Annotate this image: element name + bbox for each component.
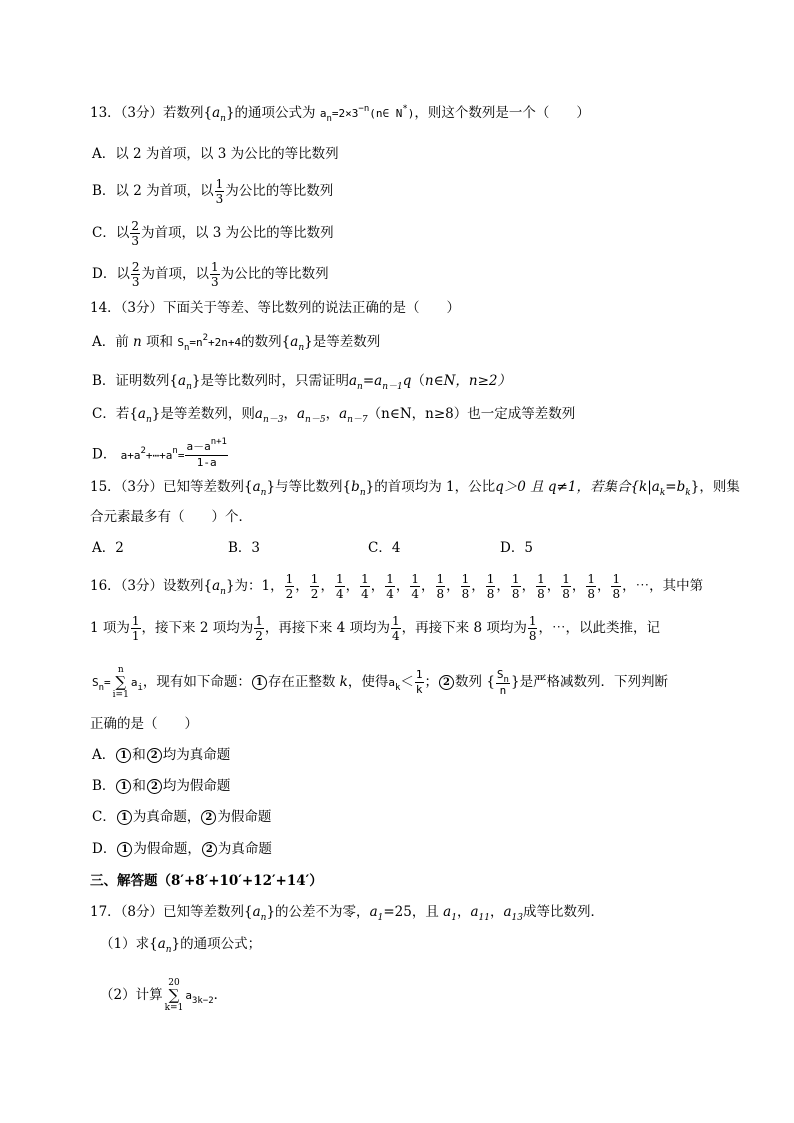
q15-option-a: A．2 bbox=[92, 540, 124, 556]
fraction: $\frac{2}{3}$ bbox=[131, 260, 140, 289]
q15-stem-line2: 合元素最多有（ ）个． bbox=[90, 509, 252, 525]
q17-stem: 17．（8分）已知等差数列$\{a_n\}$的公差不为零，$a_1=25$，且 $a_1$，$a_{11}$，$a_{13}$成等比数列． bbox=[90, 904, 604, 923]
fraction: $\frac{1}{k}$ bbox=[415, 668, 423, 696]
section-heading: 三、解答题（8′+8′+10′+12′+14′） bbox=[90, 873, 323, 889]
sequence-term-fraction: $\frac{1}{4}$ bbox=[335, 572, 344, 601]
q17-part2: （2）计算20 ∑ $k=1a_{3k-2}$． bbox=[100, 978, 228, 1013]
sigma-sum: n ∑ i=1 bbox=[112, 665, 129, 700]
fraction: $\frac{S_n}{n}$ bbox=[496, 667, 509, 697]
sequence-term-fraction: $\frac{1}{4}$ bbox=[386, 572, 394, 601]
q14-stem: 14．（3分）下面关于等差、等比数列的说法正确的是（ ） bbox=[90, 300, 461, 316]
q15-option-b: B．3 bbox=[228, 540, 261, 556]
sequence-term-fraction: $\frac{1}{8}$ bbox=[537, 572, 545, 601]
q16-option-b: B． 1 和 2 均为假命题 bbox=[92, 778, 231, 794]
q16-option-d: D． 1 为假命题， 2 为真命题 bbox=[92, 841, 272, 857]
q16-line3: $S_n=n$ ∑ $i=1a_i$，现有如下命题： 1 存在正整数 k，使得$a_k<$ $\frac{1}{k}$ ； 2 数列 { $\frac{S_n}{n}$ }是严格减数列．下列判断 bbox=[92, 665, 669, 700]
sequence-term-fraction: $\frac{1}{2}$ bbox=[285, 572, 294, 601]
q14-option-b: B．证明数列$\{a_n\}$是等比数列时，只需证明$a_n=a_{n-1}q(n\in N$，n≥2） bbox=[92, 373, 511, 392]
sequence-term-fraction: $\frac{1}{8}$ bbox=[587, 572, 595, 601]
q15-stem: 15．（3分）已知等差数列$\{a_n\}$与等比数列$\{b_n\}$的首项均为 1，公比q＞0 且 q≠1，若集合$\{k|a_k=b_k\}$，则集 bbox=[90, 479, 740, 498]
fraction: $\frac{1}{2}$ bbox=[255, 614, 263, 643]
q16-stem: 16．（3分）设数列$\{a_n\}$为：1， $\frac{1}{2}$ ， $\frac{1}{2}$ ， $\frac{1}{4}$ ， $\frac{1}{4}$ ， $\frac{1}{4}$ ， $\frac{1}{4}$ ， $\frac{1}{8}$ ， $\frac{1}{8}$ ， $\frac{1}{8}$ ， $\frac{1}{8}$ ， $\frac{1}{8}$ ， $\frac{1}{8}$ ， $\frac{1}{8}$ ， $\frac{1}{8}$ ，⋯，其中第 bbox=[90, 572, 704, 601]
sequence-term-fraction: $\frac{1}{8}$ bbox=[436, 572, 445, 601]
fraction: $\frac{1}{8}$ bbox=[528, 614, 537, 643]
q16-option-c: C． 1 为真命题， 2 为假命题 bbox=[92, 809, 272, 825]
fraction: $\frac{a-a^{n+1}}{1-a}$ bbox=[186, 437, 227, 469]
fraction: $\frac{2}{3}$ bbox=[131, 219, 139, 248]
q13-option-d: D．以 $\frac{2}{3}$ 为首项，以 $\frac{1}{3}$ 为公比的等比数列 bbox=[92, 260, 329, 289]
circled-number: 1 bbox=[252, 675, 267, 690]
q15-option-c: C．4 bbox=[368, 540, 401, 556]
fraction: $\frac{1}{3}$ bbox=[215, 177, 224, 206]
sequence-term-fraction: $\frac{1}{8}$ bbox=[511, 572, 520, 601]
q15-option-d: D．5 bbox=[500, 540, 533, 556]
q13-option-a: A．以 2 为首项，以 3 为公比的等比数列 bbox=[92, 146, 339, 162]
q14-option-a: A．前 n 项和 $S_n=n^2+2n+4$的数列$\{a_n\}$是等差数列 bbox=[92, 333, 381, 353]
q16-option-a: A． 1 和 2 均为真命题 bbox=[92, 747, 231, 763]
fraction: $\frac{1}{4}$ bbox=[392, 614, 400, 643]
q17-part1: （1）求$\{a_n\}$的通项公式； bbox=[100, 936, 262, 955]
sequence-term-fraction: $\frac{1}{8}$ bbox=[486, 572, 495, 601]
q16-line4: 正确的是（ ） bbox=[90, 716, 198, 732]
fraction: $\frac{1}{3}$ bbox=[210, 260, 219, 289]
sequence-term-fraction: $\frac{1}{8}$ bbox=[461, 572, 470, 601]
q14-option-c: C．若$\{a_n\}$是等差数列，则$a_{n-3}$，$a_{n-5}$，$a_{n-7}(n\in N$，n≥8）也一定成等差数列 bbox=[92, 406, 576, 425]
q13-stem: 13．（3分）若数列$\{a_n\}$的通项公式为 $a_n=2\times 3^{-n}(n\in$ N*)，则这个数列是一个（ ） bbox=[90, 104, 590, 124]
sequence-term-fraction: $\frac{1}{2}$ bbox=[310, 572, 319, 601]
fraction: $\frac{1}{1}$ bbox=[131, 614, 140, 643]
sigma-sum: 20 ∑ k=1 bbox=[164, 978, 184, 1013]
sequence-term-fraction: $\frac{1}{8}$ bbox=[562, 572, 570, 601]
circled-number: 2 bbox=[439, 675, 454, 690]
sequence-fractions: $\frac{1}{2}$ ， $\frac{1}{2}$ ， $\frac{1}{4}$ ， $\frac{1}{4}$ ， $\frac{1}{4}$ ， $\frac{1}{4}$ ， $\frac{1}{8}$ ， $\frac{1}{8}$ ， $\frac{1}{8}$ ， $\frac{1}{8}$ ， $\frac{1}{8}$ ， $\frac{1}{8}$ ， $\frac{1}{8}$ ， $\frac{1}{8}$ bbox=[285, 572, 621, 601]
q13-option-c: C．以 $\frac{2}{3}$ 为首项，以 3 为公比的等比数列 bbox=[92, 219, 334, 248]
sequence-term-fraction: $\frac{1}{4}$ bbox=[361, 572, 369, 601]
q13-option-b: B．以 2 为首项，以 $\frac{1}{3}$ 为公比的等比数列 bbox=[92, 177, 334, 206]
sequence-term-fraction: $\frac{1}{4}$ bbox=[411, 572, 419, 601]
q16-line2: 1 项为 $\frac{1}{1}$ ，接下来 2 项均为 $\frac{1}{2}$ ，再接下来 4 项均为 $\frac{1}{4}$ ，再接下来 8 项均为 $\frac{1}{8}$ ，⋯，以此类推，记 bbox=[90, 614, 660, 643]
sequence-term-fraction: $\frac{1}{8}$ bbox=[612, 572, 621, 601]
q14-option-d: D． $a+a^2+\cdots+a^n=$ $\frac{a-a^{n+1}}{1-a}$ bbox=[92, 437, 227, 469]
